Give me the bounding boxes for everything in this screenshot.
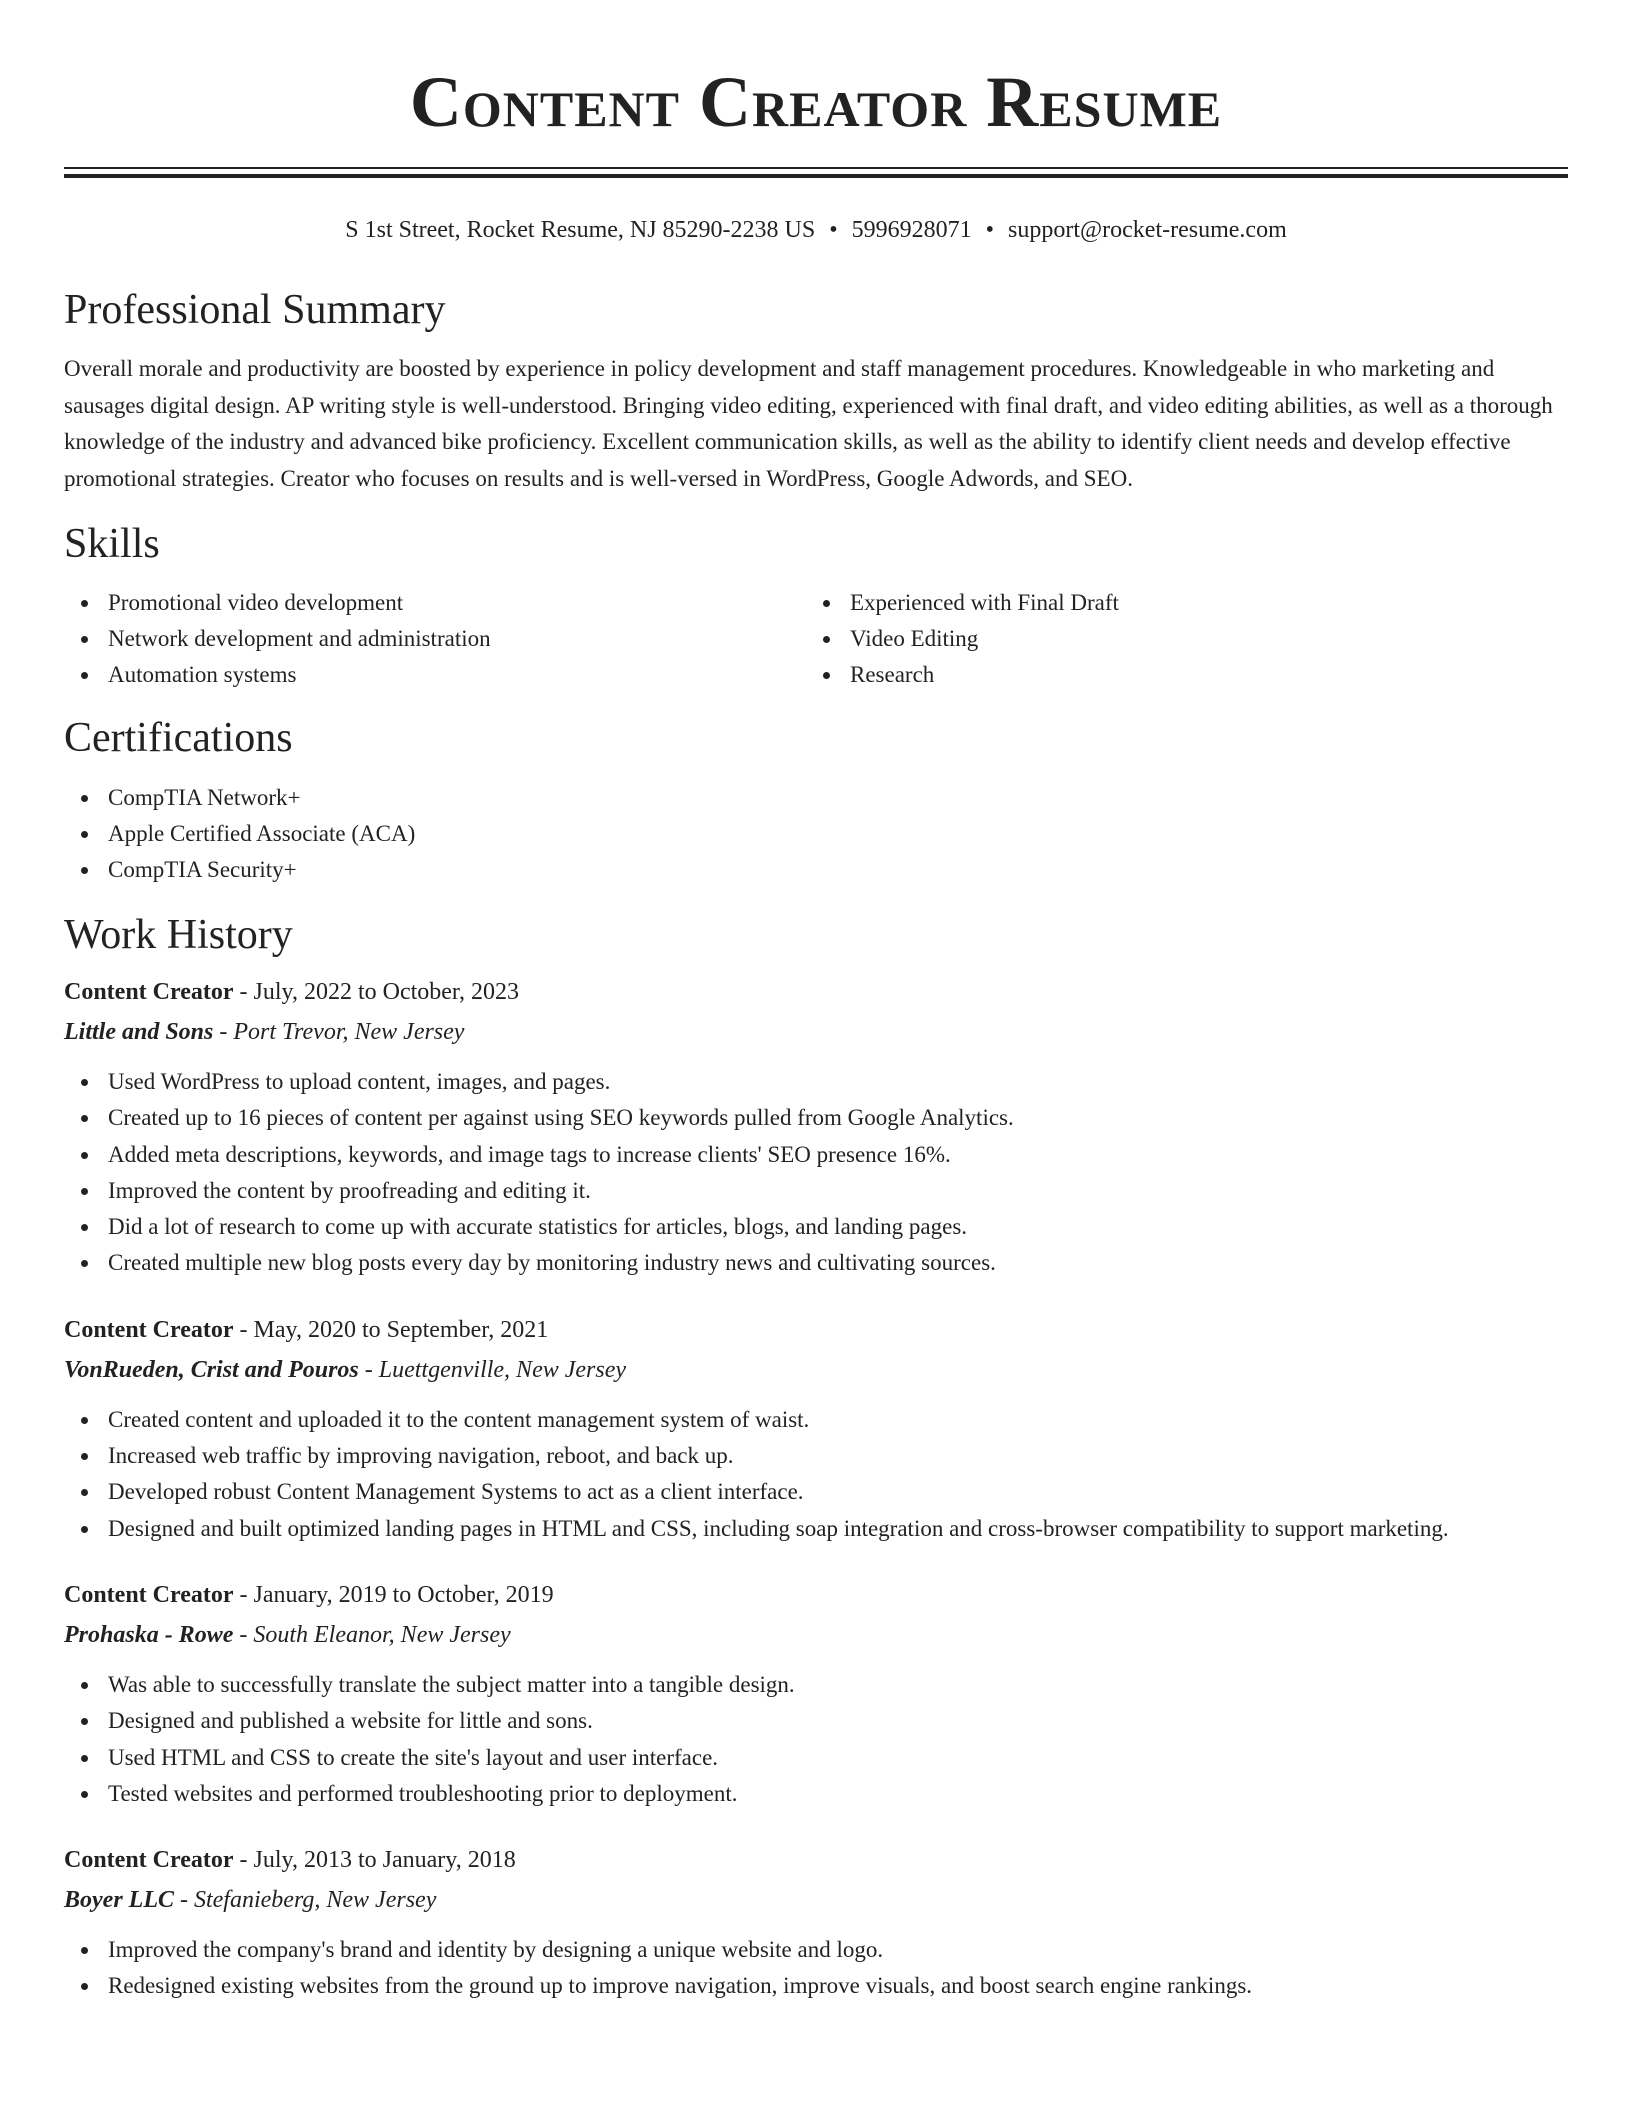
job-bullet: Created multiple new blog posts every day by monitoring industry news and cultivating sources. — [64, 1245, 1568, 1281]
job-bullets — [64, 1402, 1568, 1547]
job-title-line — [64, 1577, 1568, 1613]
job-company: Prohaska - Rowe — [64, 1621, 234, 1648]
job-bullet: Improved the company's brand and identity by designing a unique website and logo. — [64, 1932, 1568, 1968]
job-entry — [64, 974, 1568, 1282]
job-bullets — [64, 1667, 1568, 1812]
skills-list-left — [64, 585, 806, 693]
job-location: - Port Trevor, New Jersey — [213, 1019, 465, 1045]
job-title: Content Creator — [64, 1581, 234, 1608]
job-dates: - January, 2019 to October, 2019 — [233, 1581, 554, 1608]
job-company-line — [64, 1014, 1568, 1050]
job-location: - Luettgenville, New Jersey — [358, 1356, 627, 1383]
contact-separator: • — [829, 217, 838, 243]
job-title: Content Creator — [64, 1847, 234, 1874]
job-bullet: Used WordPress to upload content, images, and pages. — [64, 1064, 1568, 1100]
work-history-heading: Work History — [64, 912, 293, 958]
job-bullet: Created up to 16 pieces of content per against using SEO keywords pulled from Google Analytics. — [64, 1100, 1568, 1136]
skill-item: Automation systems — [64, 657, 806, 693]
job-company-line — [64, 1882, 1568, 1918]
job-bullet: Developed robust Content Management Systems to act as a client interface. — [64, 1474, 1568, 1510]
job-dates: - May, 2020 to September, 2021 — [233, 1316, 549, 1343]
job-entry — [64, 1842, 1568, 2005]
resume-page — [64, 0, 1568, 2005]
job-bullet: Used HTML and CSS to create the site's layout and user interface. — [64, 1740, 1568, 1776]
job-title: Content Creator — [64, 979, 234, 1005]
job-entry — [64, 1577, 1568, 1812]
job-bullet: Created content and uploaded it to the content management system of waist. — [64, 1402, 1568, 1438]
job-bullet: Was able to successfully translate the subject matter into a tangible design. — [64, 1667, 1568, 1703]
certifications-heading: Certifications — [64, 715, 293, 761]
contact-line — [64, 215, 1568, 245]
job-bullet: Redesigned existing websites from the ground up to improve navigation, improve visuals, and boost search engine rankings. — [64, 1968, 1568, 2004]
job-company: Little and Sons — [64, 1019, 214, 1045]
job-dates: - July, 2013 to January, 2018 — [233, 1847, 516, 1874]
job-bullets — [64, 1932, 1568, 2005]
job-company: Boyer LLC — [64, 1887, 174, 1914]
job-location: - South Eleanor, New Jersey — [233, 1621, 511, 1648]
job-dates: - July, 2022 to October, 2023 — [233, 979, 519, 1005]
skills-heading: Skills — [64, 521, 160, 567]
job-title-line — [64, 974, 1568, 1010]
job-company-line — [64, 1352, 1568, 1388]
job-bullet: Improved the content by proofreading and editing it. — [64, 1173, 1568, 1209]
resume-title: Content Creator Resume — [409, 62, 1223, 142]
summary-heading: Professional Summary — [64, 287, 446, 333]
job-bullet: Designed and built optimized landing pages in HTML and CSS, including soap integration and cross-browser compatibility to support marketing. — [64, 1511, 1568, 1547]
title-double-rule — [64, 167, 1568, 178]
job-bullet: Added meta descriptions, keywords, and image tags to increase clients' SEO presence 16%. — [64, 1137, 1568, 1173]
skill-item: Promotional video development — [64, 585, 806, 621]
certification-item: Apple Certified Associate (ACA) — [64, 816, 1568, 852]
skill-item: Experienced with Final Draft — [806, 585, 1548, 621]
job-location: - Stefanieberg, New Jersey — [173, 1887, 437, 1914]
skills-list-right — [806, 585, 1548, 693]
certification-item: CompTIA Security+ — [64, 852, 1568, 888]
contact-address: S 1st Street, Rocket Resume, NJ 85290-2238 US — [345, 217, 816, 243]
contact-separator: • — [985, 217, 995, 243]
job-bullet: Designed and published a website for little and sons. — [64, 1703, 1568, 1739]
job-bullet: Tested websites and performed troubleshooting prior to deployment. — [64, 1776, 1568, 1812]
contact-phone: 5996928071 — [851, 217, 972, 243]
job-title: Content Creator — [64, 1316, 234, 1343]
skills-columns — [64, 585, 1568, 693]
job-bullets — [64, 1064, 1568, 1282]
certification-item: CompTIA Network+ — [64, 780, 1568, 816]
certifications-list — [64, 780, 1568, 888]
summary-text: Overall morale and productivity are boosted by experience in policy development and staff management procedures. Knowledgeable in who marketing and sausages digital design. AP writing style is well-understood. Bringing video editing, experienced with final draft, and video editing abilities, as well as a thorough knowledge of the industry and advanced bike proficiency. Excellent communication skills, as well as the ability to identify client needs and develop effective promotional strategies. Creator who focuses on results and is well-versed in WordPress, Google Adwords, and SEO. — [64, 356, 1553, 491]
job-title-line — [64, 1312, 1568, 1348]
skill-item: Video Editing — [806, 621, 1548, 657]
job-company-line — [64, 1617, 1568, 1653]
job-company: VonRueden, Crist and Pouros — [64, 1356, 359, 1383]
job-title-line — [64, 1842, 1568, 1878]
job-bullet: Did a lot of research to come up with accurate statistics for articles, blogs, and landing pages. — [64, 1209, 1568, 1245]
skill-item: Research — [806, 657, 1548, 693]
job-entry — [64, 1312, 1568, 1547]
job-bullet: Increased web traffic by improving navigation, reboot, and back up. — [64, 1438, 1568, 1474]
skill-item: Network development and administration — [64, 621, 806, 657]
contact-email: support@rocket-resume.com — [1008, 217, 1287, 243]
